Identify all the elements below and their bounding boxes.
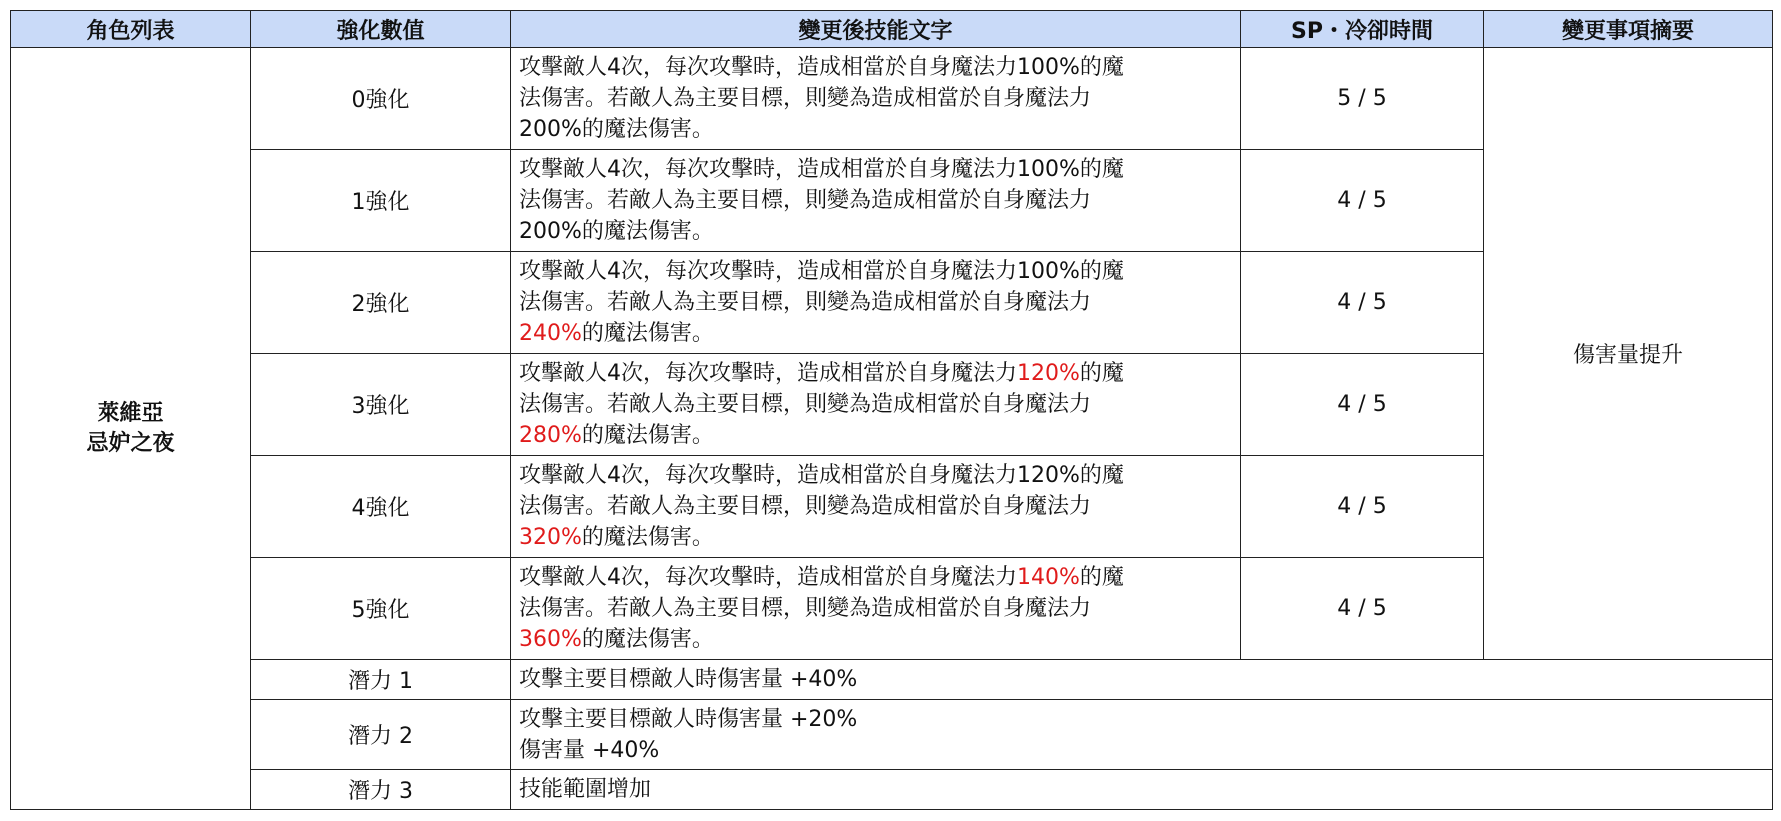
potential-row [11,660,1773,700]
sp-cooldown-value: 4 / 5 [1241,252,1484,354]
sp-cooldown-value: 4 / 5 [1241,354,1484,456]
potential-row [11,700,1773,770]
desc-text: 的魔法傷害。 [581,627,714,652]
potential-level: 潛力 2 [251,700,511,770]
desc-value: 200% [519,219,582,244]
potential-description [511,660,1773,700]
desc-text: 的魔 [1079,259,1124,284]
desc-value-changed: 120% [1017,361,1080,386]
desc-value: 100% [1017,157,1080,182]
skill-table-container [10,10,1773,810]
enhance-level: 4強化 [251,456,511,558]
sp-cooldown-value: 5 / 5 [1241,48,1484,150]
skill-description [511,48,1241,150]
header-enhance: 強化數值 [251,11,511,48]
desc-text: 的魔法傷害。 [581,117,714,142]
potential-level: 潛力 3 [251,770,511,810]
potential-description [511,700,1773,770]
desc-text: 法傷害。若敵人為主要目標，則變為造成相當於自身魔法力 [519,86,1092,111]
desc-text: 攻擊敵人4次，每次攻擊時，造成相當於自身魔法力 [519,565,1017,590]
desc-value: 100% [1017,55,1080,80]
desc-text: 的魔法傷害。 [581,423,714,448]
desc-value-changed: 140% [1017,565,1080,590]
potential-text: 傷害量 +40% [519,737,660,763]
skill-description [511,558,1241,660]
potential-level: 潛力 1 [251,660,511,700]
potential-text: 技能範圍增加 [519,777,652,802]
character-name-line2: 忌妒之夜 [86,430,175,456]
desc-text: 法傷害。若敵人為主要目標，則變為造成相當於自身魔法力 [519,596,1092,621]
desc-text: 法傷害。若敵人為主要目標，則變為造成相當於自身魔法力 [519,290,1092,315]
header-sp-cooldown: SP・冷卻時間 [1241,11,1484,48]
desc-value-changed: 280% [519,423,582,448]
potential-text: 攻擊主要目標敵人時傷害量 +40% [519,667,858,692]
header-character: 角色列表 [11,11,251,48]
desc-text: 攻擊敵人4次，每次攻擊時，造成相當於自身魔法力 [519,463,1017,488]
desc-text: 法傷害。若敵人為主要目標，則變為造成相當於自身魔法力 [519,494,1092,519]
desc-value-changed: 360% [519,627,582,652]
desc-text: 的魔法傷害。 [581,219,714,244]
enhance-level: 2強化 [251,252,511,354]
desc-text: 攻擊敵人4次，每次攻擊時，造成相當於自身魔法力 [519,157,1017,182]
desc-text: 法傷害。若敵人為主要目標，則變為造成相當於自身魔法力 [519,188,1092,213]
potential-text: 攻擊主要目標敵人時傷害量 +20% [519,706,858,732]
enhance-level: 1強化 [251,150,511,252]
character-name-line1: 萊維亞 [97,400,164,426]
skill-table [10,10,1773,810]
desc-text: 法傷害。若敵人為主要目標，則變為造成相當於自身魔法力 [519,392,1092,417]
desc-text: 的魔 [1079,565,1124,590]
desc-text: 攻擊敵人4次，每次攻擊時，造成相當於自身魔法力 [519,259,1017,284]
header-summary: 變更事項摘要 [1484,11,1773,48]
desc-text: 的魔 [1079,55,1124,80]
sp-cooldown-value: 4 / 5 [1241,456,1484,558]
skill-description [511,354,1241,456]
desc-text: 攻擊敵人4次，每次攻擊時，造成相當於自身魔法力 [519,55,1017,80]
enhance-level: 0強化 [251,48,511,150]
enhance-level: 3強化 [251,354,511,456]
desc-text: 攻擊敵人4次，每次攻擊時，造成相當於自身魔法力 [519,361,1017,386]
potential-description [511,770,1773,810]
skill-description [511,456,1241,558]
header-skill-text: 變更後技能文字 [511,11,1241,48]
desc-value-changed: 240% [519,321,582,346]
sp-cooldown-value: 4 / 5 [1241,150,1484,252]
summary-cell: 傷害量提升 [1484,48,1773,660]
desc-text: 的魔 [1079,157,1124,182]
skill-description [511,150,1241,252]
desc-text: 的魔法傷害。 [581,525,714,550]
desc-text: 的魔法傷害。 [581,321,714,346]
table-row [11,48,1773,150]
desc-text: 的魔 [1079,361,1124,386]
character-name-cell [11,48,251,810]
desc-text: 的魔 [1079,463,1124,488]
potential-row [11,770,1773,810]
sp-cooldown-value: 4 / 5 [1241,558,1484,660]
header-row [11,11,1773,48]
desc-value-changed: 320% [519,525,582,550]
desc-value: 100% [1017,259,1080,284]
skill-description [511,252,1241,354]
enhance-level: 5強化 [251,558,511,660]
desc-value: 120% [1017,463,1080,488]
desc-value: 200% [519,117,582,142]
